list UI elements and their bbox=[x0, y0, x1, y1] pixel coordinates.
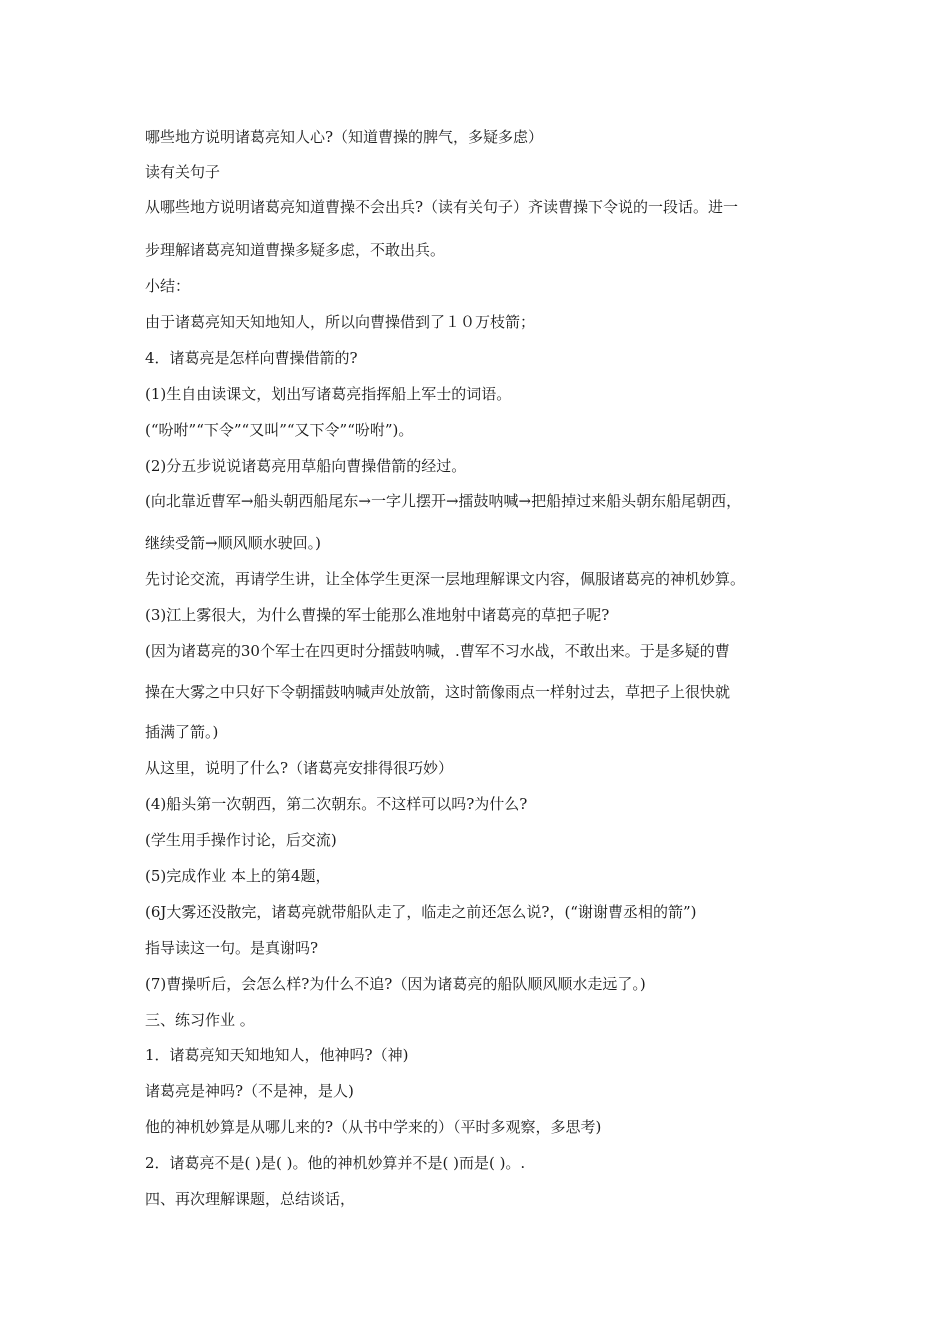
text-line: (7)曹操听后，会怎么样?为什么不追?（因为诸葛亮的船队顺风顺水走远了。) bbox=[145, 975, 646, 993]
text-line: 从这里，说明了什么?（诸葛亮安排得很巧妙） bbox=[145, 759, 454, 777]
text-line: 2．诸葛亮不是( )是( )。他的神机妙算并不是( )而是( )。. bbox=[145, 1154, 526, 1172]
text-line: (4)船头第一次朝西，第二次朝东。不这样可以吗?为什么? bbox=[145, 795, 528, 813]
text-line: 操在大雾之中只好下令朝擂鼓呐喊声处放箭，这时箭像雨点一样射过去，草把子上很快就 bbox=[145, 683, 731, 701]
text-line: 由于诸葛亮知天知地知人，所以向曹操借到了１０万枝箭； bbox=[145, 313, 536, 331]
text-line: 小结： bbox=[145, 277, 191, 295]
text-line: 先讨论交流，再请学生讲，让全体学生更深一层地理解课文内容，佩服诸葛亮的神机妙算。 bbox=[145, 570, 746, 588]
text-line: 插满了箭。) bbox=[145, 723, 219, 741]
text-line: 继续受箭→顺风顺水驶回。) bbox=[145, 534, 321, 552]
text-line: (向北靠近曹军→船头朝西船尾东→一字儿摆开→擂鼓呐喊→把船掉过来船头朝东船尾朝西， bbox=[145, 492, 742, 510]
text-line: (学生用手操作讨论，后交流) bbox=[145, 831, 337, 849]
text-line: 读有关句子 bbox=[145, 163, 221, 181]
text-line: 四、再次理解课题，总结谈话， bbox=[145, 1190, 356, 1208]
text-line: (6J大雾还没散完，诸葛亮就带船队走了，临走之前还怎么说?，(“谢谢曹丞相的箭”) bbox=[145, 903, 697, 921]
text-line: 步理解诸葛亮知道曹操多疑多虑，不敢出兵。 bbox=[145, 241, 446, 259]
text-line: 指导读这一句。是真谢吗? bbox=[145, 939, 319, 957]
text-line: 1．诸葛亮知天知地知人，他神吗?（神) bbox=[145, 1046, 409, 1064]
text-line: (5)完成作业 本上的第4题， bbox=[145, 867, 331, 885]
text-line: (1)生自由读课文，划出写诸葛亮指挥船上军士的词语。 bbox=[145, 385, 512, 403]
text-line: (2)分五步说说诸葛亮用草船向曹操借箭的经过。 bbox=[145, 457, 467, 475]
text-line: 从哪些地方说明诸葛亮知道曹操不会出兵?（读有关句子）齐读曹操下令说的一段话。进一 bbox=[145, 198, 739, 216]
text-line: 他的神机妙算是从哪儿来的?（从书中学来的）（平时多观察，多思考) bbox=[145, 1118, 602, 1136]
text-line: 4．诸葛亮是怎样向曹操借箭的? bbox=[145, 349, 358, 367]
text-line: 诸葛亮是神吗?（不是神，是人) bbox=[145, 1082, 354, 1100]
text-line: (因为诸葛亮的30个军士在四更时分擂鼓呐喊，.曹军不习水战，不敢出来。于是多疑的曹 bbox=[145, 642, 730, 660]
text-line: (3)江上雾很大，为什么曹操的军士能那么准地射中诸葛亮的草把子呢? bbox=[145, 606, 610, 624]
text-line: 哪些地方说明诸葛亮知人心?（知道曹操的脾气，多疑多虑） bbox=[145, 128, 544, 146]
text-line: (“吩咐”“下令”“又叫”“又下令”“吩咐”)。 bbox=[145, 421, 414, 439]
text-line: 三、练习作业 。 bbox=[145, 1011, 255, 1029]
